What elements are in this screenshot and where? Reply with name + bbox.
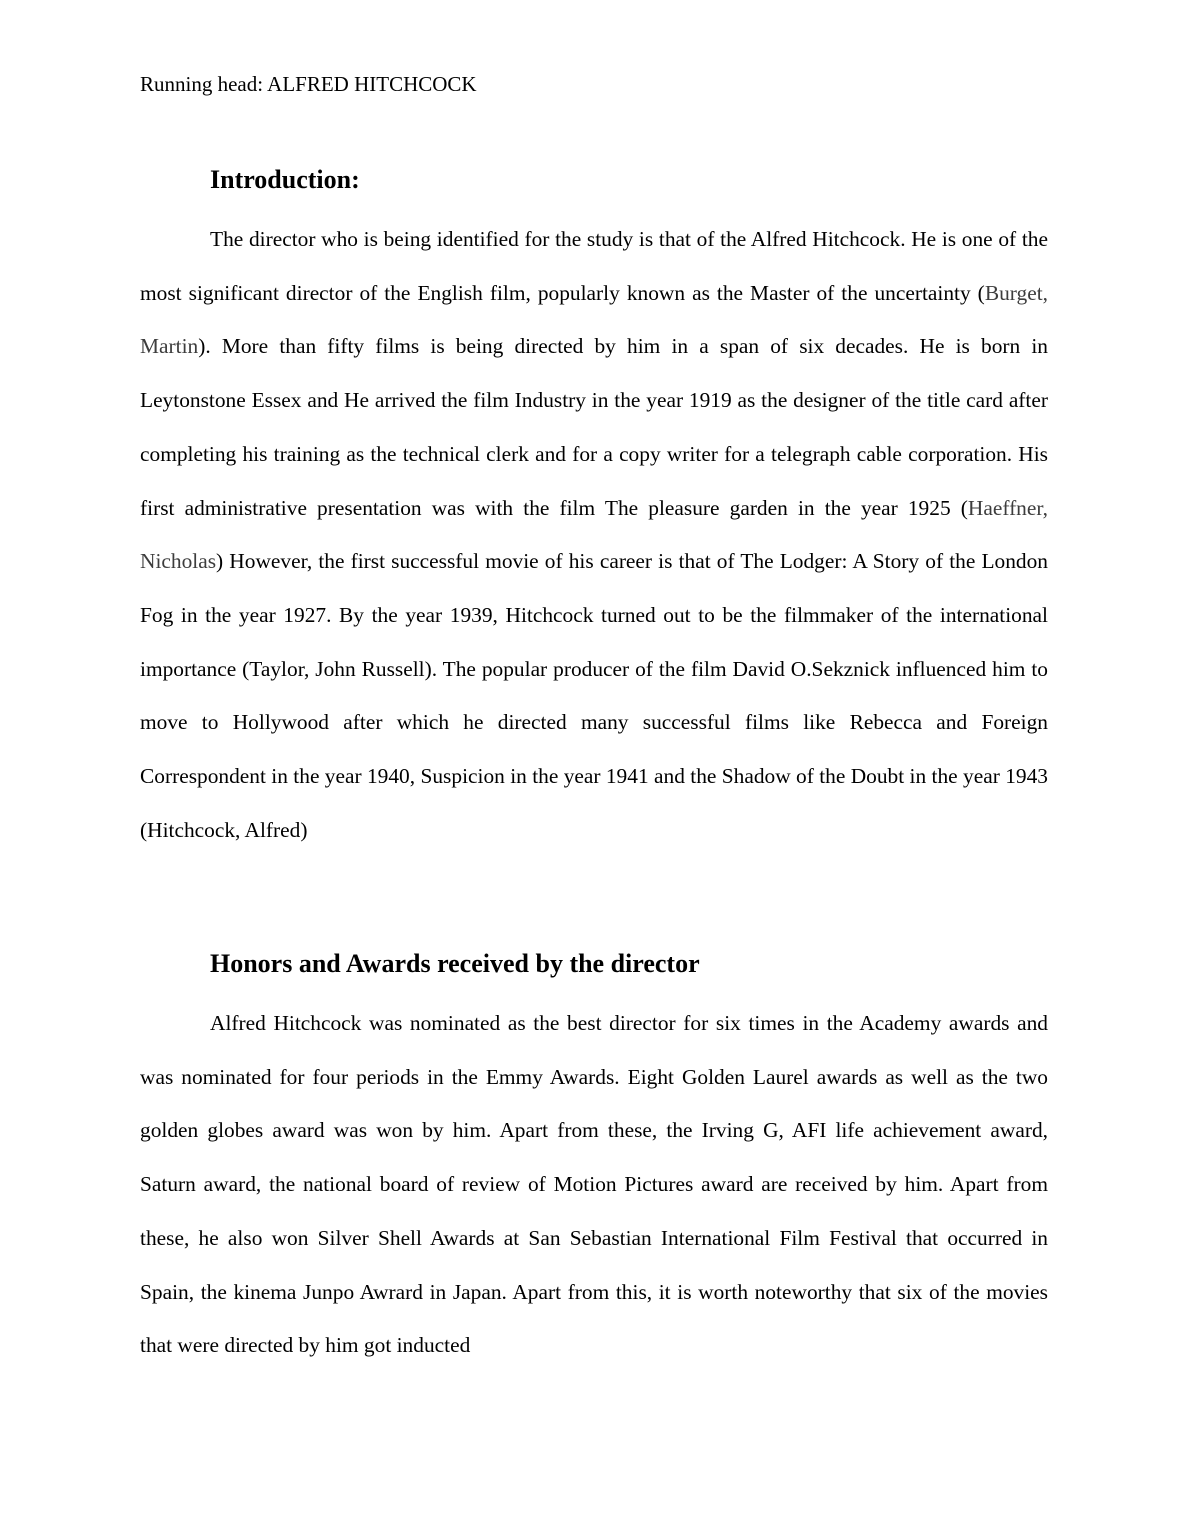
introduction-paragraph [140, 213, 1048, 857]
intro-text-3: ) However, the first successful movie of his career is that of The Lodger: A Story of the London Fog in the year 1927. By the year 1939, Hitchcock turned out to be the filmmaker of the international importance ( [140, 549, 1048, 681]
introduction-heading: Introduction: [210, 165, 360, 194]
citation-haeffner: Haeffner, Nicholas [140, 495, 1048, 574]
honors-paragraph: Alfred Hitchcock was nominated as the best director for six times in the Academy awards and was nominated for four periods in the Emmy Awards. Eight Golden Laurel awards as well as the two golden globes award was won by him. Apart from these, the Irving G, AFI life achievement award, Saturn award, the national board of review of Motion Pictures award are received by him. Apart from these, he also won Silver Shell Awards at San Sebastian International Film Festival that occurred in Spain, the kinema Junpo Awrard in Japan. Apart from this, it is worth noteworthy that six of the movies that were directed by him got inducted [140, 1011, 1048, 1358]
running-head: Running head: ALFRED HITCHCOCK [140, 72, 477, 96]
citation-taylor: Taylor, John Russell [249, 656, 425, 681]
intro-text-1: The director who is being identified for the study is that of the Alfred Hitchcock. He is one of the most significant director of the English film, popularly known as the Master of the uncertainty ( [140, 227, 1048, 305]
honors-heading: Honors and Awards received by the director [210, 949, 700, 978]
intro-text-2: ). More than fifty films is being directed by him in a span of six decades. He is born in Leytonstone Essex and He arrived the film Industry in the year 1919 as the designer of the title card after completing his training as the technical clerk and for a copy writer for a telegraph cable corporation. His first administrative presentation was with the film The pleasure garden in the year 1925 ( [140, 334, 1048, 520]
intro-text-4: ). The popular producer of the film David O.Sekznick influenced him to move to Hollywood after which he directed many successful films like Rebecca and Foreign Correspondent in the year 1940, Suspicion in the year 1941 and the Shadow of the Doubt in the year 1943 (Hitchcock, Alfred) [140, 656, 1048, 842]
citation-burget: Burget, Martin [140, 280, 1048, 359]
